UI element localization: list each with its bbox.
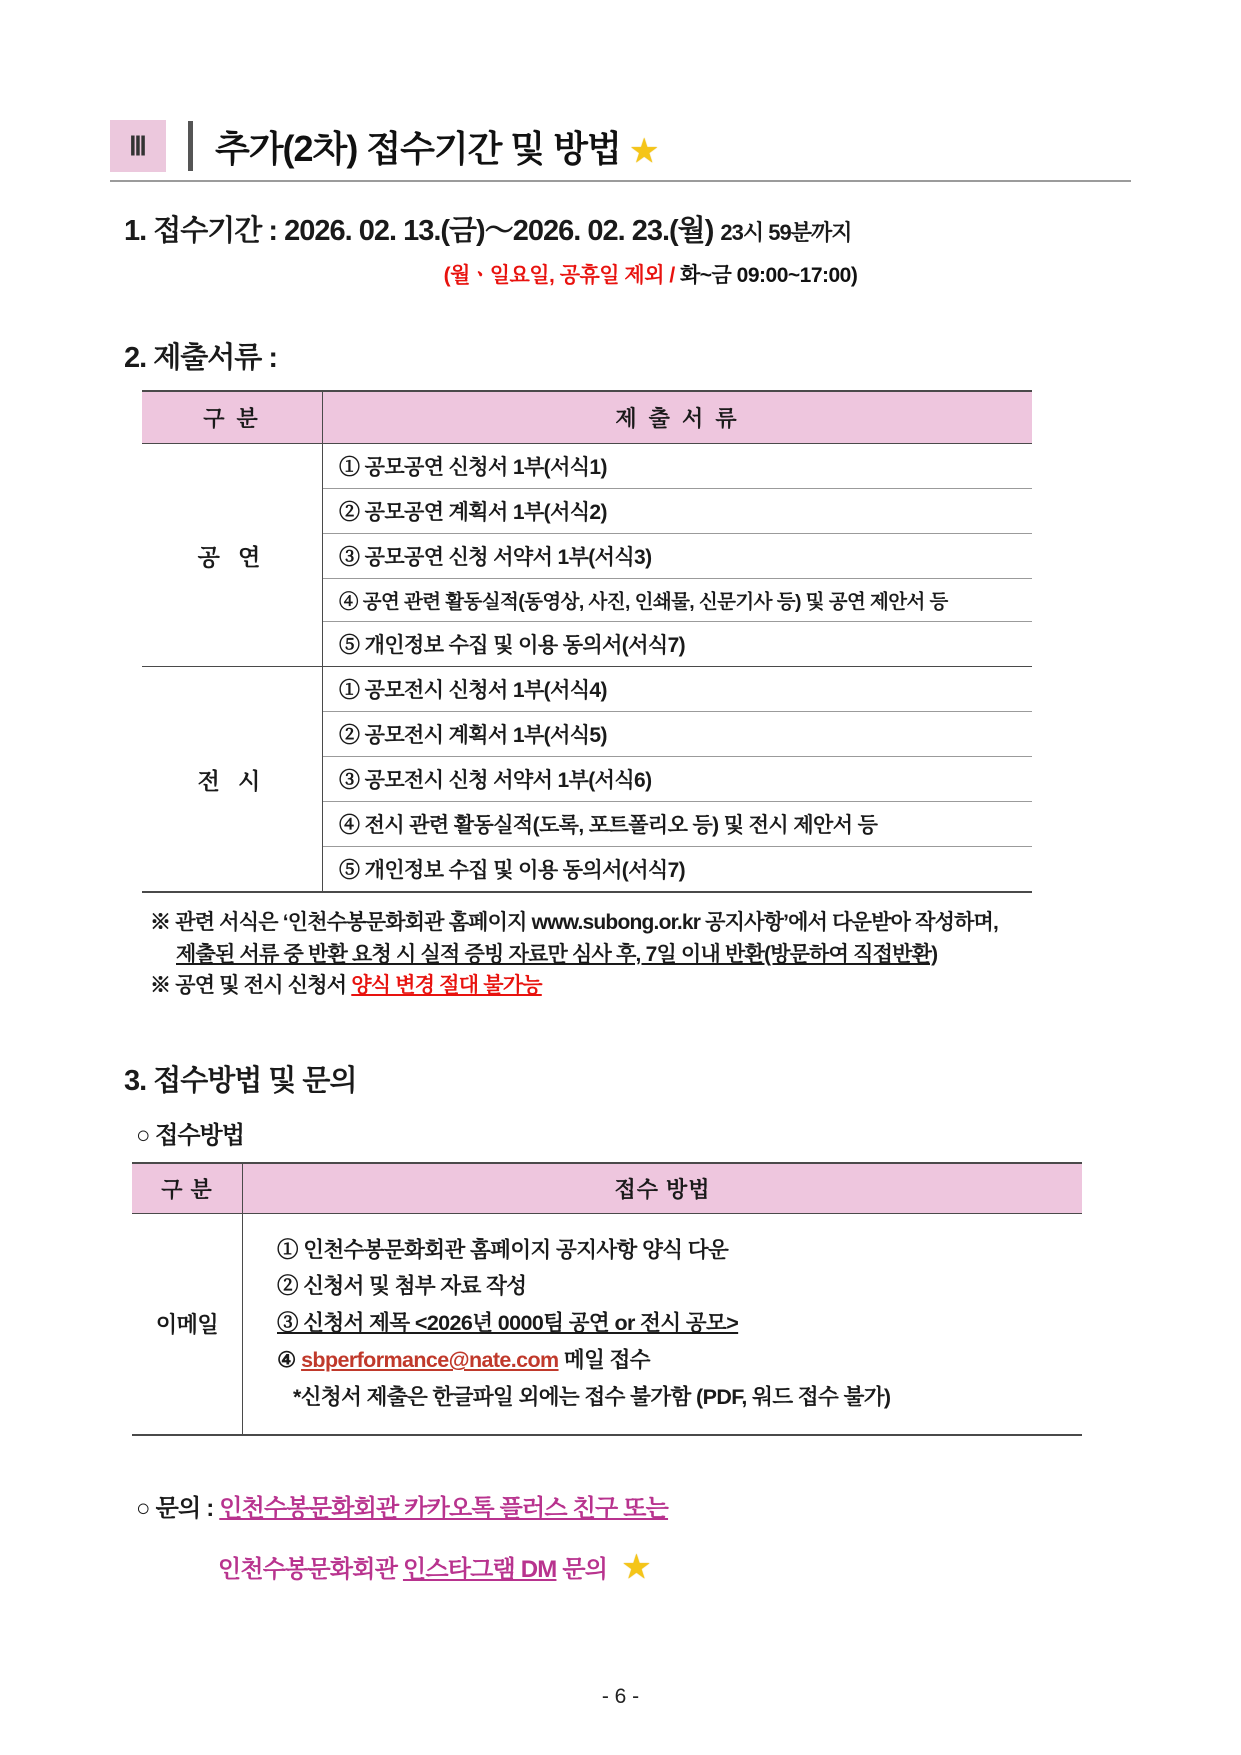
item1-heading-main: 1. 접수기간 : 2026. 02. 13.(금)～2026. 02. 23.(월) [124, 215, 714, 247]
table-header-row [132, 1163, 1082, 1214]
table-header-row [142, 391, 1032, 444]
item1-heading-small: 23시 59분까지 [720, 220, 852, 245]
inquiry-label: ○ 문의 : [136, 1495, 214, 1523]
note-line-3 [150, 970, 1131, 1002]
method-header-method: 접수 방법 [243, 1163, 1083, 1214]
item1-subnote-black: 화~금 09:00~17:00) [680, 264, 858, 287]
item1-heading [124, 208, 1131, 249]
table-row [132, 1213, 1082, 1435]
method-step-3: ③ 신청서 제목 <2026년 0000팀 공연 or 전시 공모> [277, 1311, 739, 1336]
submission-notes [150, 907, 1131, 1002]
page-number: - 6 - [601, 1685, 640, 1708]
inquiry-instagram-dm: 인스타그램 DM [402, 1556, 557, 1584]
doc-cell: ② 공모전시 계획서 1부(서식5) [323, 712, 1033, 757]
doc-cell: ② 공모공연 계획서 1부(서식2) [323, 489, 1033, 534]
note-line-1: ※ 관련 서식은 ‘인천수봉문화회관 홈페이지 www.subong.or.kr 공지사항’에서 다운받아 작성하며, [150, 911, 999, 934]
inquiry-org-name: 인천수봉문화회관 [218, 1556, 398, 1584]
item3-heading: 3. 접수방법 및 문의 [124, 1064, 357, 1097]
email-link[interactable]: sbperformance@nate.com [301, 1348, 559, 1373]
item3-subheading: ○ 접수방법 [136, 1121, 244, 1149]
inquiry-kakao-text: 인천수봉문화회관 카카오톡 플러스 친구 또는 [219, 1495, 669, 1523]
method-note: *신청서 제출은 한글파일 외에는 접수 불가함 (PDF, 워드 접수 불가) [293, 1385, 891, 1410]
item1-subnote-red: (월ㆍ일요일, 공휴일 제외 / [443, 264, 675, 287]
section-divider-bar [188, 121, 193, 171]
group-label-performance: 공 연 [142, 444, 323, 667]
method-step-4 [277, 1342, 1082, 1379]
item2-heading: 2. 제출서류 : [124, 342, 278, 374]
method-category-email: 이메일 [132, 1213, 243, 1435]
group-label-exhibition: 전 시 [142, 667, 323, 893]
doc-cell: ③ 공모전시 신청 서약서 1부(서식6) [323, 757, 1033, 802]
method-step-4-marker: ④ [277, 1348, 296, 1373]
inquiry-line-2 [218, 1549, 1131, 1585]
method-step-2: ② 신청서 및 첨부 자료 작성 [277, 1274, 527, 1299]
section-title-text: 추가(2차) 접수기간 및 방법 [215, 127, 621, 169]
section-title [215, 121, 657, 172]
table-header-documents: 제 출 서 류 [323, 391, 1033, 444]
submission-documents-table [142, 390, 1032, 893]
star-icon: ★ [630, 134, 657, 168]
note-line-2: 제출된 서류 중 반환 요청 시 실적 증빙 자료만 심사 후, 7일 이내 반환(방문하여 직접반환) [176, 942, 938, 966]
section-header [110, 120, 1131, 182]
table-row [142, 667, 1032, 712]
doc-cell: ① 공모공연 신청서 1부(서식1) [323, 444, 1033, 489]
email-suffix: 메일 접수 [563, 1348, 650, 1373]
doc-cell: ⑤ 개인정보 수집 및 이용 동의서(서식7) [323, 622, 1033, 667]
doc-cell: ① 공모전시 신청서 1부(서식4) [323, 667, 1033, 712]
table-header-category: 구 분 [142, 391, 323, 444]
doc-cell: ④ 전시 관련 활동실적(도록, 포트폴리오 등) 및 전시 제안서 등 [323, 802, 1033, 847]
inquiry-suffix: 문의 [562, 1556, 608, 1584]
item1-subnote [110, 259, 1131, 289]
table-row [142, 444, 1032, 489]
doc-cell: ⑤ 개인정보 수집 및 이용 동의서(서식7) [323, 847, 1033, 893]
note-line-3-prefix: ※ 공연 및 전시 신청서 [150, 974, 347, 997]
doc-cell: ③ 공모공연 신청 서약서 1부(서식3) [323, 534, 1033, 579]
doc-cell: ④ 공연 관련 활동실적(동영상, 사진, 인쇄물, 신문기사 등) 및 공연 제안서 등 [323, 579, 1033, 622]
section-number-badge: Ⅲ [110, 120, 166, 172]
star-icon: ★ [623, 1551, 650, 1585]
method-steps [243, 1213, 1083, 1435]
method-header-category: 구 분 [132, 1163, 243, 1214]
method-step-1: ① 인천수봉문화회관 홈페이지 공지사항 양식 다운 [277, 1237, 729, 1262]
inquiry-line-1 [136, 1488, 1131, 1523]
application-method-table [132, 1162, 1082, 1437]
note-line-3-emphasis: 양식 변경 절대 불가능 [351, 974, 542, 997]
